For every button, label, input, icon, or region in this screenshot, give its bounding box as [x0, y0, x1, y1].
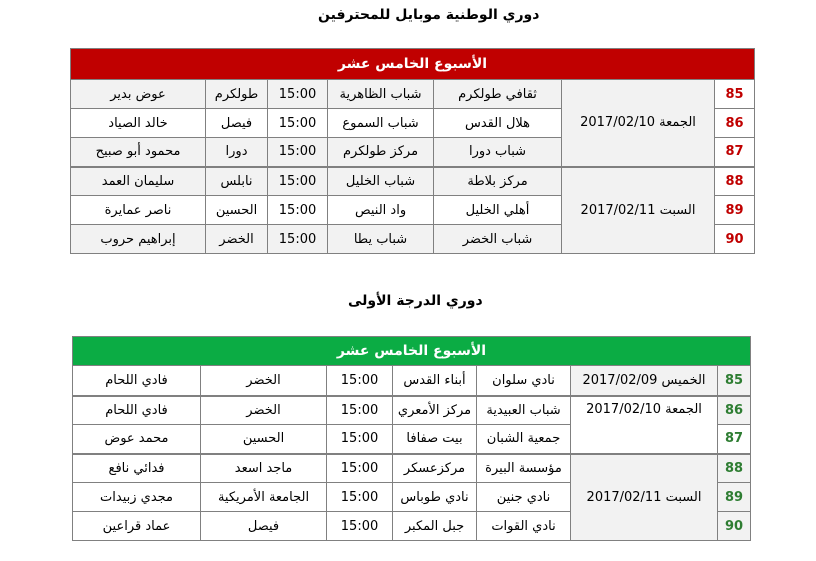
match-number: 88	[718, 454, 751, 483]
match-venue: فيصل	[201, 512, 327, 541]
match-referee: محمد عوض	[73, 425, 201, 454]
table-row	[71, 167, 755, 196]
match-time: 15:00	[268, 225, 328, 254]
away-team: مركزعسكر	[393, 454, 477, 483]
home-team: أهلي الخليل	[434, 196, 562, 225]
match-referee: عوض بدير	[71, 80, 206, 109]
match-referee: مجدي زبيدات	[73, 483, 201, 512]
match-referee: فادي اللحام	[73, 396, 201, 425]
home-team: مركز بلاطة	[434, 167, 562, 196]
match-referee: فدائي نافع	[73, 454, 201, 483]
away-team: جبل المكبر	[393, 512, 477, 541]
home-team: شباب العبيدية	[477, 396, 571, 425]
match-venue: الخضر	[201, 366, 327, 396]
match-venue: طولكرم	[206, 80, 268, 109]
match-venue: الحسين	[201, 425, 327, 454]
away-team: بيت صفافا	[393, 425, 477, 454]
league2-schedule-table	[72, 336, 751, 541]
match-venue: ماجد اسعد	[201, 454, 327, 483]
match-referee: عماد قراعين	[73, 512, 201, 541]
match-time: 15:00	[327, 425, 393, 454]
match-day: السبت 2017/02/11	[571, 454, 718, 541]
home-team: هلال القدس	[434, 109, 562, 138]
away-team: شباب يطا	[328, 225, 434, 254]
match-number: 90	[718, 512, 751, 541]
match-number: 89	[715, 196, 755, 225]
match-number: 89	[718, 483, 751, 512]
match-venue: دورا	[206, 138, 268, 167]
match-venue: الحسين	[206, 196, 268, 225]
away-team: أبناء القدس	[393, 366, 477, 396]
match-number: 85	[715, 80, 755, 109]
match-venue: الجامعة الأمريكية	[201, 483, 327, 512]
match-time: 15:00	[327, 483, 393, 512]
table-row	[73, 366, 751, 396]
home-team: جمعية الشبان	[477, 425, 571, 454]
match-venue: الخضر	[206, 225, 268, 254]
table-row	[71, 80, 755, 109]
match-time: 15:00	[327, 454, 393, 483]
away-team: نادي طوباس	[393, 483, 477, 512]
match-venue: الخضر	[201, 396, 327, 425]
match-time: 15:00	[327, 396, 393, 425]
match-referee: فادي اللحام	[73, 366, 201, 396]
home-team: مؤسسة البيرة	[477, 454, 571, 483]
table-row	[73, 454, 751, 483]
away-team: شباب الخليل	[328, 167, 434, 196]
away-team: واد النيص	[328, 196, 434, 225]
match-referee: ناصر عمايرة	[71, 196, 206, 225]
table-row	[73, 396, 751, 425]
league1-title: دوري الوطنية موبايل للمحترفين	[318, 7, 540, 23]
match-number: 90	[715, 225, 755, 254]
home-team: ثقافي طولكرم	[434, 80, 562, 109]
match-time: 15:00	[268, 138, 328, 167]
away-team: شباب الظاهرية	[328, 80, 434, 109]
match-referee: سليمان العمد	[71, 167, 206, 196]
match-time: 15:00	[327, 366, 393, 396]
away-team: شباب السموع	[328, 109, 434, 138]
home-team: نادي جنين	[477, 483, 571, 512]
match-number: 87	[715, 138, 755, 167]
match-referee: إبراهيم حروب	[71, 225, 206, 254]
match-number: 87	[718, 425, 751, 454]
league1-schedule-table	[70, 48, 755, 254]
match-day: الجمعة 2017/02/10	[571, 396, 718, 454]
match-referee: محمود أبو صبيح	[71, 138, 206, 167]
match-venue: فيصل	[206, 109, 268, 138]
match-day: السبت 2017/02/11	[562, 167, 715, 254]
home-team: نادي سلوان	[477, 366, 571, 396]
match-time: 15:00	[268, 196, 328, 225]
match-time: 15:00	[268, 109, 328, 138]
match-time: 15:00	[268, 167, 328, 196]
match-number: 88	[715, 167, 755, 196]
away-team: مركز الأمعري	[393, 396, 477, 425]
home-team: شباب دورا	[434, 138, 562, 167]
home-team: شباب الخضر	[434, 225, 562, 254]
match-number: 86	[718, 396, 751, 425]
away-team: مركز طولكرم	[328, 138, 434, 167]
match-number: 85	[718, 366, 751, 396]
match-venue: نابلس	[206, 167, 268, 196]
league1-week-header: الأسبوع الخامس عشر	[71, 49, 755, 80]
match-day: الخميس 2017/02/09	[571, 366, 718, 396]
home-team: نادي القوات	[477, 512, 571, 541]
match-time: 15:00	[327, 512, 393, 541]
match-time: 15:00	[268, 80, 328, 109]
league2-week-header: الأسبوع الخامس عشر	[73, 337, 751, 366]
match-day: الجمعة 2017/02/10	[562, 80, 715, 167]
match-number: 86	[715, 109, 755, 138]
league2-title: دوري الدرجة الأولى	[348, 293, 483, 309]
match-referee: خالد الصياد	[71, 109, 206, 138]
